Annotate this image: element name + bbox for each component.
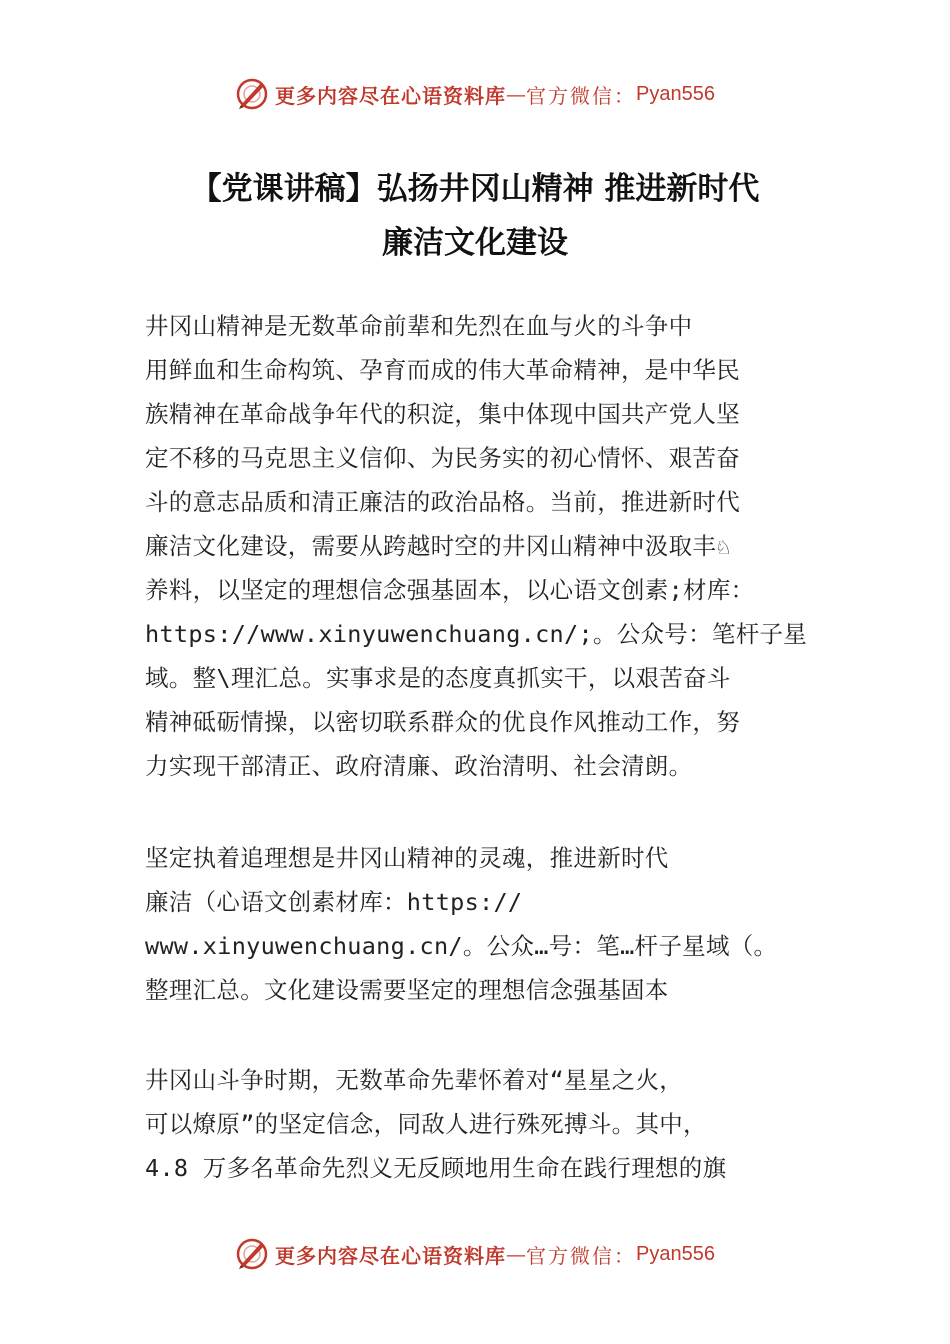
wechat-label: 官方微信： (526, 83, 637, 108)
text-line: 廉洁（心语文创素材库：https:// (145, 888, 523, 916)
watermark-banner-bottom (0, 1234, 950, 1274)
title-line: 【党课讲稿】弘扬井冈山精神 推进新时代 (190, 171, 760, 207)
text-line: 定不移的马克思主义信仰、为民务实的初心情怀、艰苦奋 (145, 444, 740, 472)
paragraph (145, 304, 825, 788)
text-line: 力实现干部清正、政府清廉、政治清明、社会清朗。 (145, 752, 693, 780)
paragraph (145, 1058, 825, 1190)
watermark-banner-top (0, 74, 950, 114)
text-line: 廉洁文化建设，需要从跨越时空的井冈山精神中汲取丰♘ (145, 532, 731, 560)
wechat-id: Pyan556 (636, 82, 715, 105)
text-line: 斗的意志品质和清正廉洁的政治品格。当前，推进新时代 (145, 488, 740, 516)
text-line: 养料，以坚定的理想信念强基固本，以心语文创素;材库： (145, 576, 755, 604)
watermark-text: 更多内容尽在心语资料库 (275, 1243, 507, 1268)
title-line: 廉洁文化建设 (382, 225, 568, 261)
text-line: 域。整\理汇总。实事求是的态度真抓实干，以艰苦奋斗 (145, 664, 731, 692)
text-line: 族精神在革命战争年代的积淀，集中体现中国共产党人坚 (145, 400, 740, 428)
watermark-text: 更多内容尽在心语资料库 (275, 83, 507, 108)
text-line: 井冈山精神是无数革命前辈和先烈在血与火的斗争中 (145, 312, 693, 340)
text-line: https://www.xinyuwenchuang.cn/;。公众号：笔杆子星 (145, 620, 808, 648)
wechat-label: 官方微信： (526, 1243, 637, 1268)
pen-logo-icon (235, 1237, 269, 1271)
paragraph (145, 836, 825, 1012)
pen-logo-icon (235, 77, 269, 111)
text-line: 4.8 万多名革命先烈义无反顾地用生命在践行理想的旗 (145, 1154, 727, 1182)
text-line: 可以燎原”的坚定信念，同敌人进行殊死搏斗。其中， (145, 1110, 707, 1138)
watermark-dash: — (506, 1242, 527, 1266)
text-line: 整理汇总。文化建设需要坚定的理想信念强基固本 (145, 976, 669, 1004)
text-line: www.xinyuwenchuang.cn/。公众…号：笔…杆子星域（。 (145, 932, 778, 960)
text-line: 坚定执着追理想是井冈山精神的灵魂，推进新时代 (145, 844, 669, 872)
text-line: 用鲜血和生命构筑、孕育而成的伟大革命精神，是中华民 (145, 356, 740, 384)
text-line: 井冈山斗争时期，无数革命先辈怀着对“星星之火， (145, 1066, 684, 1094)
wechat-id: Pyan556 (636, 1242, 715, 1265)
text-line: 精神砥砺情操，以密切联系群众的优良作风推动工作，努 (145, 708, 740, 736)
watermark-dash: — (506, 82, 527, 106)
document-title (0, 162, 950, 270)
